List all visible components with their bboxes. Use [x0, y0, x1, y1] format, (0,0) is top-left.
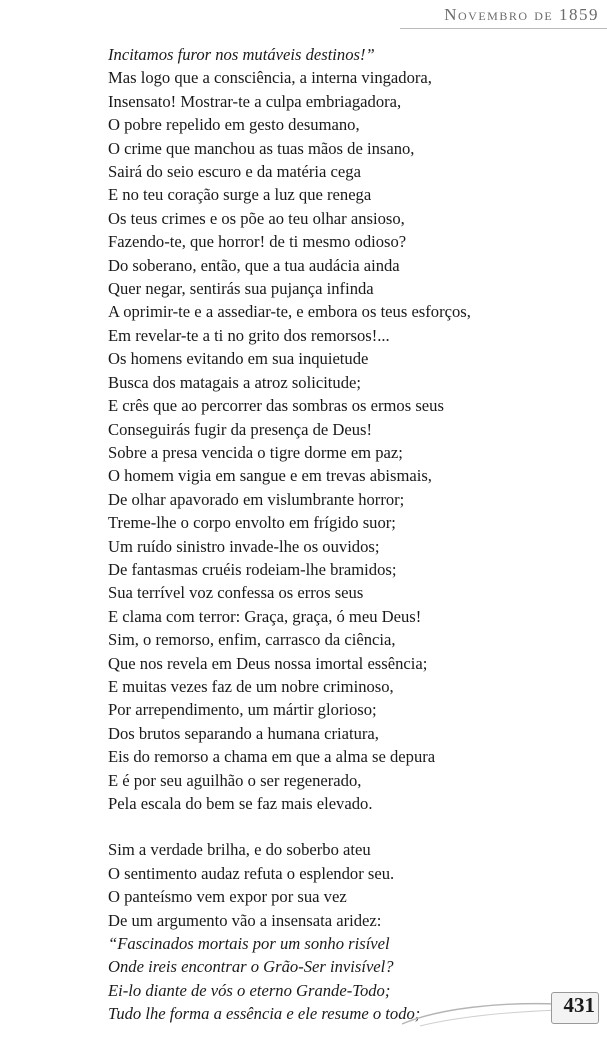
- poem-line: De olhar apavorado em vislumbrante horror;: [108, 489, 405, 509]
- poem-line: Que nos revela em Deus nossa imortal essência;: [108, 653, 428, 673]
- poem-line: Sua terrível voz confessa os erros seus: [108, 583, 364, 603]
- stanza-1: [108, 43, 598, 815]
- poem-line: Dos brutos separando a humana criatura,: [108, 723, 379, 743]
- poem-line: E clama com terror: Graça, graça, ó meu Deus!: [108, 606, 422, 626]
- poem-line: Um ruído sinistro invade-lhe os ouvidos;: [108, 536, 380, 556]
- poem-line: De um argumento vão a insensata aridez:: [108, 910, 382, 930]
- poem-line: Tudo lhe forma a essência e ele resume o todo;: [108, 1004, 421, 1024]
- header-rule: [400, 28, 607, 29]
- poem-line: Do soberano, então, que a tua audácia ainda: [108, 255, 400, 275]
- poem-line: Conseguirás fugir da presença de Deus!: [108, 419, 373, 439]
- page-number: 431: [563, 993, 595, 1017]
- poem-line: Eis do remorso a chama em que a alma se depura: [108, 747, 436, 767]
- poem-line: Onde ireis encontrar o Grão-Ser invisível?: [108, 957, 394, 977]
- poem-line: E é por seu aguilhão o ser regenerado,: [108, 770, 362, 790]
- poem-line: Os teus crimes e os põe ao teu olhar ansioso,: [108, 208, 405, 228]
- poem-line: O crime que manchou as tuas mãos de insano,: [108, 138, 415, 158]
- poem-line: O pobre repelido em gesto desumano,: [108, 115, 360, 135]
- poem-line: Quer negar, sentirás sua pujança infinda: [108, 279, 374, 299]
- poem-line: Por arrependimento, um mártir glorioso;: [108, 700, 377, 720]
- poem-line: Mas logo que a consciência, a interna vingadora,: [108, 68, 432, 88]
- poem-line: O homem vigia em sangue e em trevas abismais,: [108, 466, 432, 486]
- poem-line: E no teu coração surge a luz que renega: [108, 185, 372, 205]
- poem-line: Insensato! Mostrar-te a culpa embriagadora,: [108, 91, 402, 111]
- poem-line: De fantasmas cruéis rodeiam-lhe bramidos;: [108, 559, 397, 579]
- poem-line: Em revelar-te a ti no grito dos remorsos!...: [108, 325, 390, 345]
- poem-line: O panteísmo vem expor por sua vez: [108, 887, 347, 907]
- poem-line: Sim, o remorso, enfim, carrasco da ciência,: [108, 630, 396, 650]
- poem-line: E crês que ao percorrer das sombras os ermos seus: [108, 396, 444, 416]
- poem-line: Incitamos furor nos mutáveis destinos!”: [108, 45, 375, 64]
- poem-line: Sim a verdade brilha, e do soberbo ateu: [108, 840, 371, 860]
- poem-line: Ei-lo diante de vós o eterno Grande-Todo;: [108, 980, 391, 1000]
- poem-line: Pela escala do bem se faz mais elevado.: [108, 794, 373, 813]
- poem-body: [108, 43, 598, 1026]
- poem-line: Os homens evitando em sua inquietude: [108, 349, 369, 369]
- poem-line: “Fascinados mortais por um sonho risível: [108, 934, 390, 954]
- poem-line: Sairá do seio escuro e da matéria cega: [108, 162, 361, 182]
- footer-ornament: [400, 990, 560, 1030]
- poem-line: O sentimento audaz refuta o esplendor seu.: [108, 863, 395, 883]
- poem-line: A oprimir-te e a assediar-te, e embora os teus esforços,: [108, 302, 471, 322]
- running-header: Novembro de 1859: [444, 5, 599, 24]
- poem-line: Treme-lhe o corpo envolto em frígido suor;: [108, 513, 396, 533]
- poem-line: E muitas vezes faz de um nobre criminoso,: [108, 676, 394, 696]
- poem-line: Busca dos matagais a atroz solicitude;: [108, 372, 361, 392]
- poem-line: Sobre a presa vencida o tigre dorme em paz;: [108, 442, 403, 462]
- poem-line: Fazendo-te, que horror! de ti mesmo odioso?: [108, 232, 407, 252]
- stanza-gap: [108, 815, 598, 838]
